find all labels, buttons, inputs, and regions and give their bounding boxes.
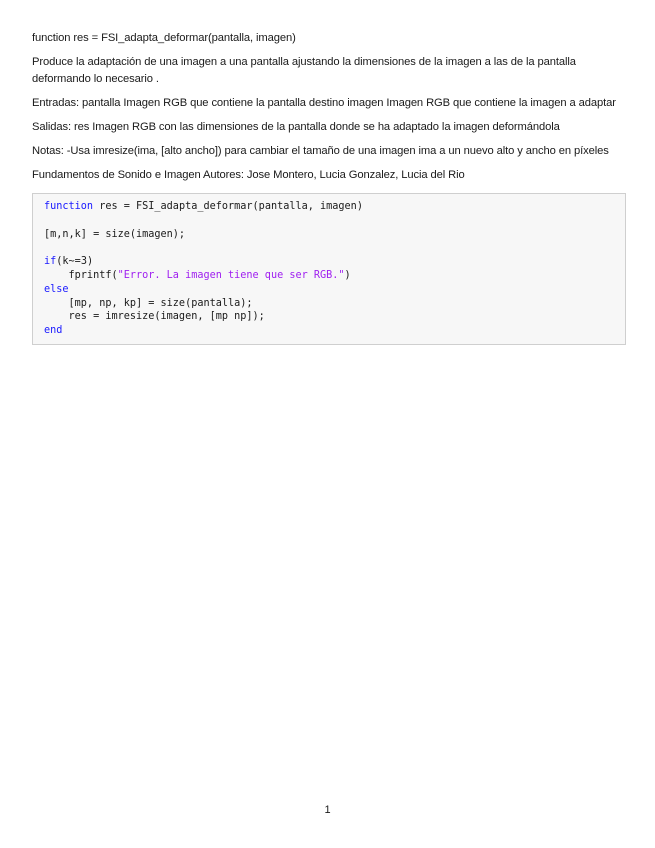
credits-line: Fundamentos de Sonido e Imagen Autores: Jose Montero, Lucia Gonzalez, Lucia del Rio (32, 169, 465, 181)
code-text: (k~=3) (56, 256, 94, 268)
notes-section: Notas: -Usa imresize(ima, [alto ancho]) para cambiar el tamaño de una imagen ima a un nuevo alto y ancho en píxeles (32, 145, 609, 157)
code-keyword: else (44, 283, 69, 295)
code-line: res = imresize(imagen, [mp np]); (44, 311, 265, 323)
code-string: "Error. La imagen tiene que ser RGB." (117, 269, 345, 281)
outputs-section: Salidas: res Imagen RGB con las dimensiones de la pantalla donde se ha adaptado la imagen deformándola (32, 121, 560, 133)
code-line (44, 255, 615, 269)
code-text: fprintf( (44, 269, 118, 281)
code-keyword: function (44, 201, 94, 212)
code-keyword: end (44, 325, 63, 337)
code-text: res = FSI_adapta_deformar(pantalla, imagen) (93, 201, 363, 212)
code-line (44, 214, 615, 228)
code-line (44, 324, 615, 338)
code-line (44, 269, 615, 283)
function-signature: function res = FSI_adapta_deformar(pantalla, imagen) (32, 32, 296, 44)
function-description: Produce la adaptación de una imagen a una pantalla ajustando la dimensiones de la imagen a las de la pantalla deformando lo necesario . (32, 56, 576, 85)
code-line (44, 283, 615, 297)
page-number: 1 (324, 804, 331, 816)
code-line: [m,n,k] = size(imagen); (44, 228, 186, 240)
inputs-section: Entradas: pantalla Imagen RGB que contiene la pantalla destino imagen Imagen RGB que contiene la imagen a adaptar (32, 97, 616, 109)
code-text: ) (344, 269, 351, 281)
code-line (44, 200, 615, 214)
document-body (32, 30, 626, 345)
code-block (32, 193, 626, 345)
code-line: [mp, np, kp] = size(pantalla); (44, 297, 253, 309)
code-line (44, 241, 615, 255)
code-keyword: if (44, 256, 57, 268)
